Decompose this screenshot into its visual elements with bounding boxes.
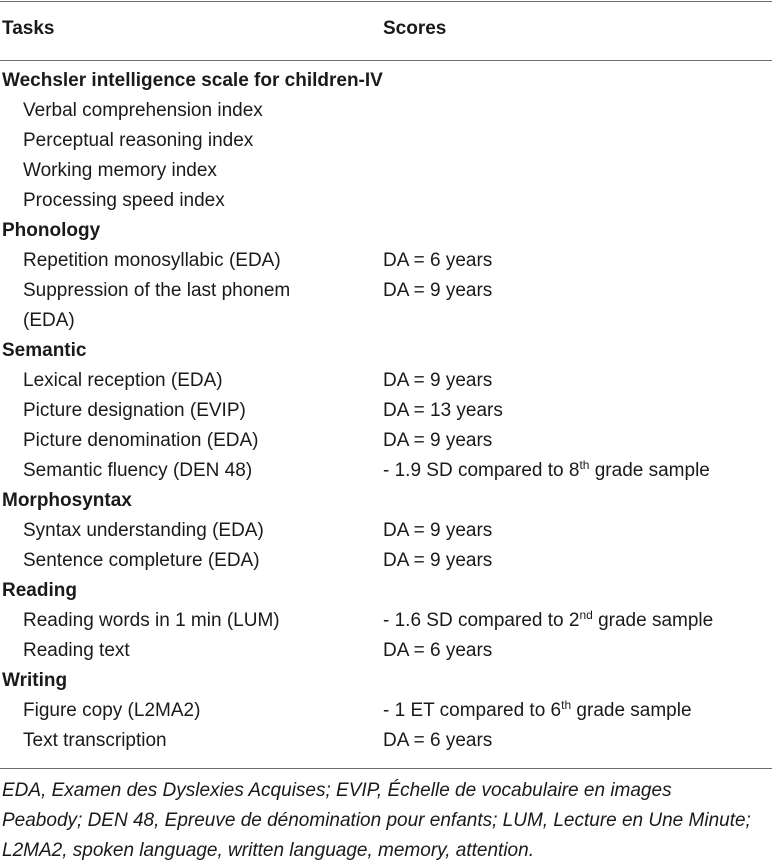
table-row [0,516,772,546]
table-row-continuation [0,306,772,336]
score-cell: DA = 13 years [383,400,503,421]
score-text-tail: grade sample [592,610,714,631]
table-top-rule [0,1,772,2]
task-cell: Figure copy (L2MA2) [23,700,201,721]
score-cell [383,696,692,726]
task-cell: Repetition monosyllabic (EDA) [23,250,281,271]
table-row [0,96,772,126]
task-cell: Reading text [23,640,130,661]
table-footnote: EDA, Examen des Dyslexies Acquises; EVIP, Échelle de vocabulaire en images Peabody; DEN 48, Epreuve de dénomination pour enfants; LUM, Lecture en Une Minute; L2MA2, spoken language, written language, memory, attention. [2,780,751,861]
task-cell: Sentence completure (EDA) [23,550,260,571]
section-title: Reading [2,580,77,601]
table-row [0,156,772,186]
task-cell: Semantic fluency (DEN 48) [23,460,253,481]
score-text: - 1 ET compared to 6 [383,700,562,721]
section-title: Morphosyntax [2,490,132,511]
table-row [0,606,772,636]
score-cell: DA = 6 years [383,640,493,661]
task-cell: Picture designation (EVIP) [23,400,246,421]
section-row [0,576,772,606]
score-cell [383,456,710,486]
table-row [0,186,772,216]
score-cell: DA = 6 years [383,250,493,271]
score-cell: DA = 9 years [383,280,493,301]
score-ordinal: th [561,698,572,712]
score-text: - 1.9 SD compared to 8 [383,460,580,481]
section-row [0,336,772,366]
score-cell: DA = 9 years [383,550,493,571]
table-row [0,636,772,666]
task-cell: Suppression of the last phonem [23,280,291,301]
score-text-tail: grade sample [571,700,692,721]
table-row [0,426,772,456]
score-text: - 1.6 SD compared to 2 [383,610,580,631]
table-row [0,696,772,726]
task-cell: Text transcription [23,730,167,751]
score-cell: DA = 9 years [383,430,493,451]
task-cell: Verbal comprehension index [23,100,263,121]
task-cell: Syntax understanding (EDA) [23,520,264,541]
section-row [0,216,772,246]
section-row [0,666,772,696]
task-cell: Picture denomination (EDA) [23,430,259,451]
score-cell: DA = 9 years [383,520,493,541]
table-row [0,366,772,396]
table-row [0,126,772,156]
section-title: Writing [2,670,68,691]
section-title: Wechsler intelligence scale for children-IV [2,70,383,91]
table-row [0,276,772,306]
table-body [0,66,772,756]
score-cell: DA = 9 years [383,370,493,391]
header-tasks: Tasks [2,18,55,39]
table-row [0,456,772,486]
section-row [0,66,772,96]
score-ordinal: th [579,458,590,472]
table-header-rule [0,60,772,61]
table-row [0,246,772,276]
section-title: Semantic [2,340,87,361]
task-cell: Lexical reception (EDA) [23,370,223,391]
header-scores: Scores [383,18,447,39]
task-cell: (EDA) [23,310,75,331]
score-ordinal: nd [579,608,593,622]
task-cell: Working memory index [23,160,217,181]
section-row [0,486,772,516]
score-text-tail: grade sample [589,460,710,481]
table-row [0,726,772,756]
score-cell: DA = 6 years [383,730,493,751]
table-header [0,14,772,44]
table-bottom-rule [0,768,772,769]
score-cell [383,606,713,636]
section-title: Phonology [2,220,101,241]
table-row [0,546,772,576]
task-cell: Reading words in 1 min (LUM) [23,610,280,631]
task-cell: Perceptual reasoning index [23,130,254,151]
task-cell: Processing speed index [23,190,225,211]
table-row [0,396,772,426]
